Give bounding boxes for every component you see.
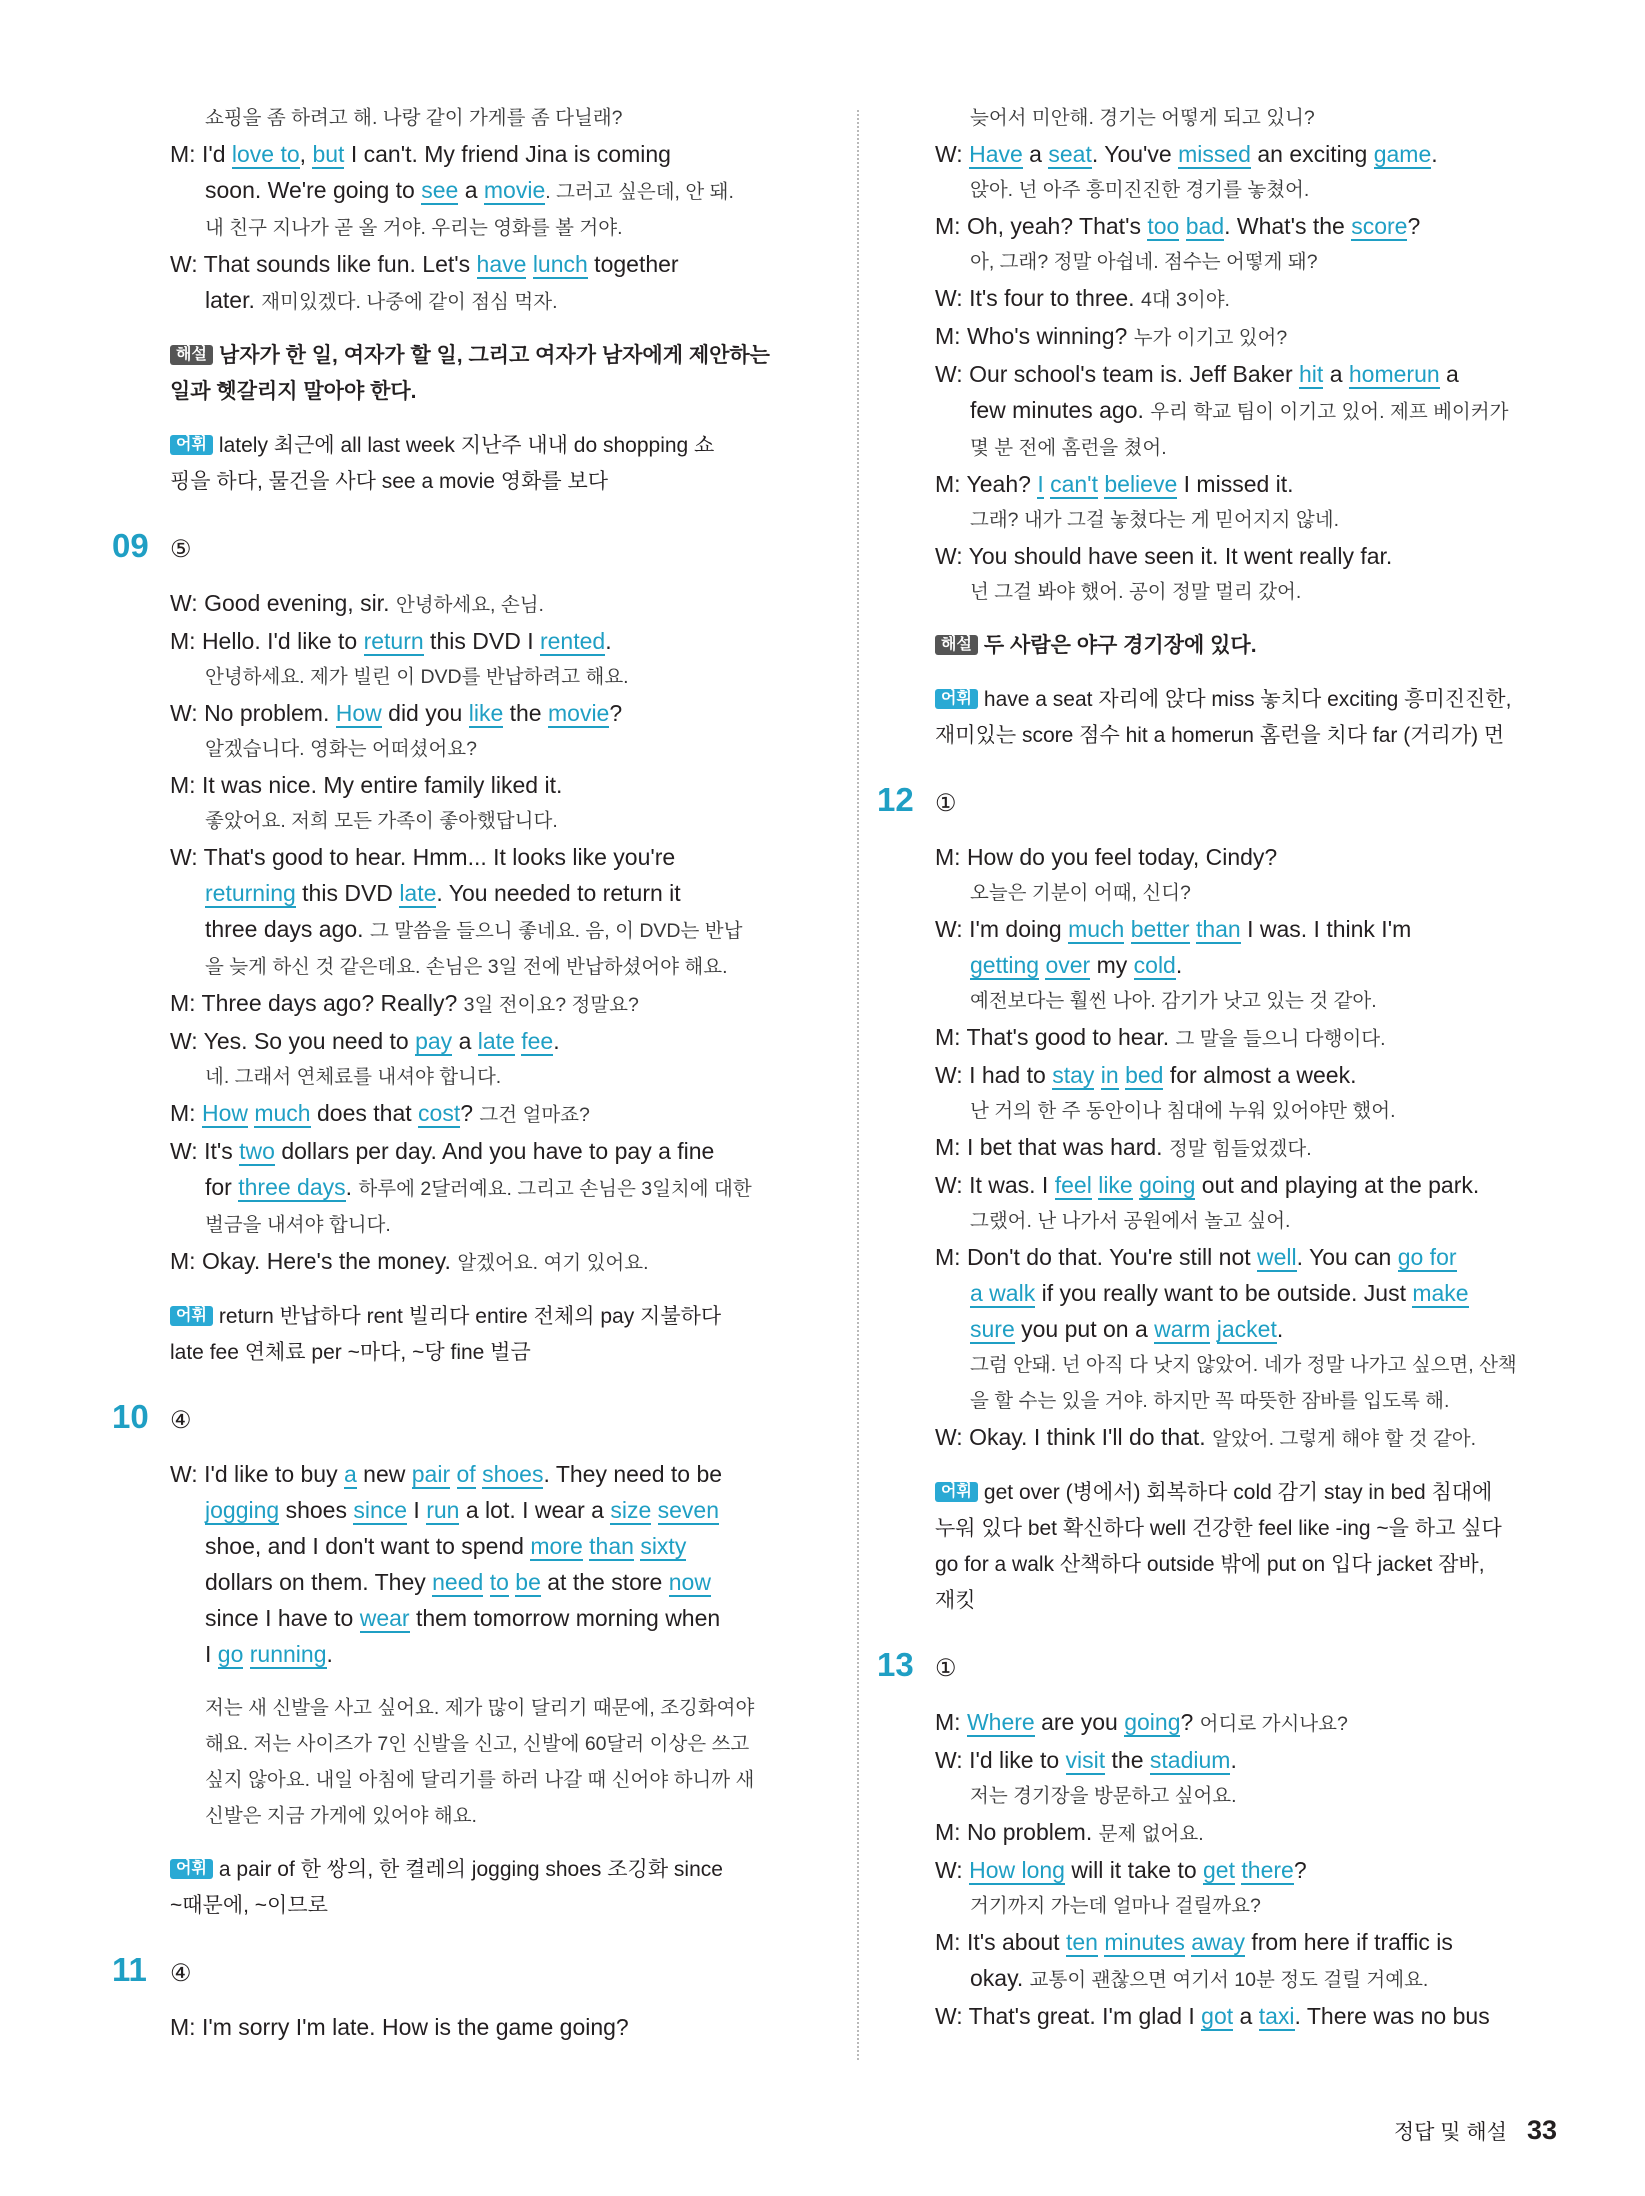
explanation-note: 일과 헷갈리지 말아야 한다. (170, 380, 417, 403)
vocab-note: 어휘 a pair of 한 쌍의, 한 켤레의 jogging shoes 조깅화 since (170, 1852, 835, 1888)
dialogue-line: getting over my cold. (970, 952, 1183, 978)
dialogue-line: M: It was nice. My entire family liked it. (170, 772, 563, 798)
korean-line: 을 늦게 하신 것 같은데요. 손님은 3일 전에 반납하셨어야 해요. (205, 956, 728, 978)
question-heading: 12 ① (877, 781, 957, 818)
dialogue-line: M: Hello. I'd like to return this DVD I rented. (170, 628, 612, 654)
dialogue-line: M: I bet that was hard. 정말 힘들었겠다. (935, 1134, 1312, 1160)
dialogue-line: W: Have a seat. You've missed an exciting game. (935, 141, 1438, 167)
question-heading: 11 ④ (112, 1951, 192, 1988)
korean-line: 해요. 저는 사이즈가 7인 신발을 신고, 신발에 60달러 이상은 쓰고 (205, 1733, 750, 1755)
korean-line: 그래? 내가 그걸 놓쳤다는 게 믿어지지 않네. (970, 509, 1339, 531)
vocab-note: ~때문에, ~이므로 (170, 1894, 328, 1917)
dialogue-line: W: Good evening, sir. 안녕하세요, 손님. (170, 590, 544, 616)
korean-line: 내 친구 지나가 곧 올 거야. 우리는 영화를 볼 거야. (205, 217, 623, 239)
dialogue-line: W: It was. I feel like going out and playing at the park. (935, 1172, 1480, 1198)
dialogue-line: returning this DVD late. You needed to return it (205, 880, 681, 906)
dialogue-line: M: How much does that cost? 그건 얼마죠? (170, 1100, 590, 1126)
korean-line: 거기까지 가는데 얼마나 걸릴까요? (970, 1895, 1261, 1917)
dialogue-line: W: I'd like to buy a new pair of shoes. They need to be (170, 1461, 723, 1487)
dialogue-line: W: That's great. I'm glad I got a taxi. There was no bus (935, 2003, 1490, 2029)
vocab-tag: 어휘 (170, 1859, 213, 1879)
dialogue-line: M: I'm sorry I'm late. How is the game going? (170, 2014, 629, 2040)
vocab-note: 재킷 (935, 1589, 976, 1612)
dialogue-line: M: No problem. 문제 없어요. (935, 1819, 1204, 1845)
vocab-note: 어휘 get over (병에서) 회복하다 cold 감기 stay in bed 침대에 (935, 1475, 1560, 1511)
dialogue-line: for three days. 하루에 2달러예요. 그리고 손님은 3일치에 대한 (205, 1174, 752, 1200)
dialogue-line: W: You should have seen it. It went really far. (935, 543, 1393, 569)
korean-line: 싶지 않아요. 내일 아침에 달리기를 하러 나갈 때 신어야 하니까 새 (205, 1769, 755, 1791)
korean-line: 저는 새 신발을 사고 싶어요. 제가 많이 달리기 때문에, 조깅화여야 (205, 1697, 755, 1719)
vocab-note: 누워 있다 bet 확신하다 well 건강한 feel like -ing ~을 하고 싶다 (935, 1517, 1502, 1540)
dialogue-line: since I have to wear them tomorrow morning when (205, 1605, 721, 1631)
korean-line: 네. 그래서 연체료를 내셔야 합니다. (205, 1066, 502, 1088)
dialogue-line: W: How long will it take to get there? (935, 1857, 1307, 1883)
dialogue-line: M: Where are you going? 어디로 가시나요? (935, 1709, 1348, 1735)
vocab-note: 어휘 return 반납하다 rent 빌리다 entire 전체의 pay 지불하다 (170, 1299, 835, 1335)
korean-line: 몇 분 전에 홈런을 쳤어. (970, 437, 1167, 459)
dialogue-line: M: Okay. Here's the money. 알겠어요. 여기 있어요. (170, 1248, 649, 1274)
dialogue-line: W: No problem. How did you like the movie? (170, 700, 623, 726)
dialogue-line: W: I'm doing much better than I was. I think I'm (935, 916, 1412, 942)
question-heading: 09 ⑤ (112, 527, 192, 564)
question-heading: 13 ① (877, 1646, 957, 1683)
vocab-tag: 어휘 (935, 1482, 978, 1502)
korean-line: 오늘은 기분이 어때, 신디? (970, 882, 1191, 904)
dialogue-line: W: I'd like to visit the stadium. (935, 1747, 1237, 1773)
korean-line: 벌금을 내셔야 합니다. (205, 1214, 391, 1236)
dialogue-line: M: Don't do that. You're still not well. You can go for (935, 1244, 1457, 1270)
dialogue-line: three days ago. 그 말씀을 들으니 좋네요. 음, 이 DVD는 반납 (205, 916, 743, 942)
left-column (112, 100, 835, 2045)
vocab-note: go for a walk 산책하다 outside 밖에 put on 입다 jacket 잠바, (935, 1553, 1485, 1576)
korean-line: 쇼핑을 좀 하려고 해. 나랑 같이 가게를 좀 다닐래? (205, 107, 623, 129)
vocab-note: 어휘 have a seat 자리에 앉다 miss 놓치다 exciting 흥미진진한, (935, 682, 1560, 718)
korean-line: 을 할 수는 있을 거야. 하지만 꼭 따뜻한 잠바를 입도록 해. (970, 1390, 1450, 1412)
dialogue-line: W: Yes. So you need to pay a late fee. (170, 1028, 560, 1054)
korean-line: 저는 경기장을 방문하고 싶어요. (970, 1785, 1237, 1807)
vocab-note: 핑을 하다, 물건을 사다 see a movie 영화를 보다 (170, 470, 609, 493)
korean-line: 늦어서 미안해. 경기는 어떻게 되고 있니? (970, 107, 1315, 129)
korean-line: 신발은 지금 가게에 있어야 해요. (205, 1805, 477, 1827)
column-divider (857, 110, 859, 2060)
dialogue-line: a walk if you really want to be outside. Just make (970, 1280, 1469, 1306)
dialogue-line: M: Yeah? I can't believe I missed it. (935, 471, 1294, 497)
korean-line: 좋았어요. 저희 모든 가족이 좋아했답니다. (205, 810, 558, 832)
dialogue-line: M: Oh, yeah? That's too bad. What's the score? (935, 213, 1421, 239)
dialogue-line: M: That's good to hear. 그 말을 들으니 다행이다. (935, 1024, 1386, 1050)
dialogue-line: W: Okay. I think I'll do that. 알았어. 그렇게 해야 할 것 같아. (935, 1424, 1477, 1450)
vocab-tag: 어휘 (935, 689, 978, 709)
korean-line: 그럼 안돼. 넌 아직 다 낫지 않았어. 네가 정말 나가고 싶으면, 산책 (970, 1354, 1517, 1376)
vocab-note: late fee 연체료 per ~마다, ~당 fine 벌금 (170, 1341, 531, 1364)
vocab-note: 재미있는 score 점수 hit a homerun 홈런을 치다 far (거리가) 먼 (935, 724, 1505, 747)
vocab-tag: 어휘 (170, 1306, 213, 1326)
korean-line: 난 거의 한 주 동안이나 침대에 누워 있어야만 했어. (970, 1100, 1396, 1122)
dialogue-line: W: It's two dollars per day. And you have to pay a fine (170, 1138, 715, 1164)
korean-line: 그랬어. 난 나가서 공원에서 놀고 싶어. (970, 1210, 1291, 1232)
dialogue-line: later. 재미있겠다. 나중에 같이 점심 먹자. (205, 287, 558, 313)
dialogue-line: M: It's about ten minutes away from here if traffic is (935, 1929, 1453, 1955)
right-column (877, 100, 1560, 2034)
dialogue-line: W: That's good to hear. Hmm... It looks like you're (170, 844, 676, 870)
dialogue-line: sure you put on a warm jacket. (970, 1316, 1284, 1342)
explanation-tag: 해설 (935, 635, 978, 655)
korean-line: 알겠습니다. 영화는 어떠셨어요? (205, 738, 477, 760)
dialogue-line: I go running. (205, 1641, 333, 1667)
dialogue-line: M: Who's winning? 누가 이기고 있어? (935, 323, 1288, 349)
korean-line: 예전보다는 훨씬 나아. 감기가 낫고 있는 것 같아. (970, 990, 1377, 1012)
dialogue-line: W: Our school's team is. Jeff Baker hit a homerun a (935, 361, 1459, 387)
dialogue-line: few minutes ago. 우리 학교 팀이 이기고 있어. 제프 베이커가 (970, 397, 1509, 423)
dialogue-line: M: How do you feel today, Cindy? (935, 844, 1278, 870)
dialogue-line: shoe, and I don't want to spend more than sixty (205, 1533, 687, 1559)
dialogue-line: M: Three days ago? Really? 3일 전이요? 정말요? (170, 990, 639, 1016)
dialogue-line: M: I'd love to, but I can't. My friend Jina is coming (170, 141, 671, 167)
page-footer (1394, 2115, 1557, 2146)
explanation-note: 해설 남자가 한 일, 여자가 할 일, 그리고 여자가 남자에게 제안하는 (170, 338, 835, 374)
explanation-tag: 해설 (170, 345, 213, 365)
dialogue-line: W: It's four to three. 4대 3이야. (935, 285, 1230, 311)
dialogue-line: W: That sounds like fun. Let's have lunch together (170, 251, 679, 277)
dialogue-line: okay. 교통이 괜찮으면 여기서 10분 정도 걸릴 거예요. (970, 1965, 1429, 1991)
dialogue-line: soon. We're going to see a movie. 그러고 싶은데, 안 돼. (205, 177, 734, 203)
dialogue-line: W: I had to stay in bed for almost a week. (935, 1062, 1357, 1088)
page-number: 33 (1526, 2115, 1557, 2145)
korean-line: 넌 그걸 봐야 했어. 공이 정말 멀리 갔어. (970, 581, 1302, 603)
question-heading: 10 ④ (112, 1398, 192, 1435)
dialogue-line: dollars on them. They need to be at the store now (205, 1569, 711, 1595)
footer-label: 정답 및 해설 (1393, 2121, 1507, 2144)
korean-line: 아, 그래? 정말 아쉽네. 점수는 어떻게 돼? (970, 251, 1318, 273)
vocab-tag: 어휘 (170, 435, 213, 455)
explanation-note: 해설 두 사람은 야구 경기장에 있다. (935, 628, 1560, 664)
korean-line: 앉아. 넌 아주 흥미진진한 경기를 놓쳤어. (970, 179, 1310, 201)
korean-line: 안녕하세요. 제가 빌린 이 DVD를 반납하려고 해요. (205, 666, 629, 688)
dialogue-line: jogging shoes since I run a lot. I wear a size seven (205, 1497, 719, 1523)
vocab-note: 어휘 lately 최근에 all last week 지난주 내내 do shopping 쇼 (170, 428, 835, 464)
